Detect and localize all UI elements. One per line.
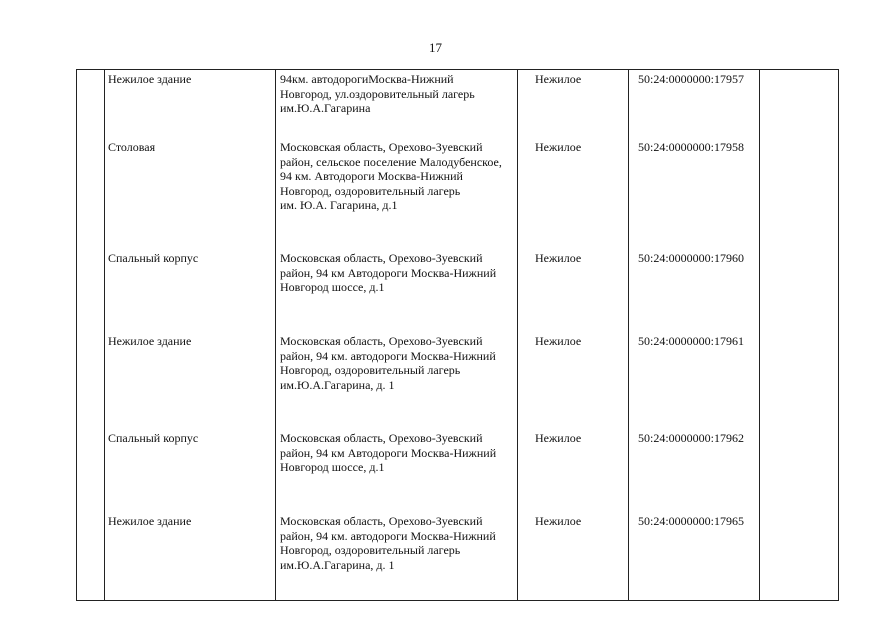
column-divider [759,70,760,600]
cadastral-number: 50:24:0000000:17962 [638,431,745,445]
object-name: Столовая [108,140,156,154]
object-type: Нежилое [535,514,582,528]
object-address: 94км. автодорогиМосква-Нижний Новгород, ул.оздоровительный лагерь им.Ю.А.Гагарина [280,72,475,115]
object-address: Московская область, Орехово-Зуевский район, 94 км. автодороги Москва-Нижний Новгород, оздоровительный лагерь им.Ю.А.Гагарина, д. 1 [280,514,496,572]
object-type: Нежилое [535,140,582,154]
cadastral-number: 50:24:0000000:17961 [638,334,745,348]
cadastral-number: 50:24:0000000:17958 [638,140,745,154]
object-name: Нежилое здание [108,334,192,348]
cadastral-number: 50:24:0000000:17965 [638,514,745,528]
cadastral-number: 50:24:0000000:17957 [638,72,745,86]
cadastral-number: 50:24:0000000:17960 [638,251,745,265]
object-name: Нежилое здание [108,72,192,86]
object-type: Нежилое [535,251,582,265]
column-divider [275,70,276,600]
object-type: Нежилое [535,72,582,86]
property-table [76,69,839,601]
object-type: Нежилое [535,334,582,348]
column-divider [628,70,629,600]
column-divider [104,70,105,600]
object-name: Спальный корпус [108,251,199,265]
object-type: Нежилое [535,431,582,445]
object-address: Московская область, Орехово-Зуевский район, 94 км. автодороги Москва-Нижний Новгород, оздоровительный лагерь им.Ю.А.Гагарина, д. 1 [280,334,496,392]
page-number: 17 [429,40,442,55]
column-divider [517,70,518,600]
object-address: Московская область, Орехово-Зуевский район, сельское поселение Малодубенское, 94 км. Автодороги Москва-Нижний Новгород, оздоровительный лагерь им. Ю.А. Гагарина, д.1 [280,140,502,212]
object-address: Московская область, Орехово-Зуевский район, 94 км Автодороги Москва-Нижний Новгород шоссе, д.1 [280,431,497,474]
object-name: Нежилое здание [108,514,192,528]
object-address: Московская область, Орехово-Зуевский район, 94 км Автодороги Москва-Нижний Новгород шоссе, д.1 [280,251,497,294]
object-name: Спальный корпус [108,431,199,445]
